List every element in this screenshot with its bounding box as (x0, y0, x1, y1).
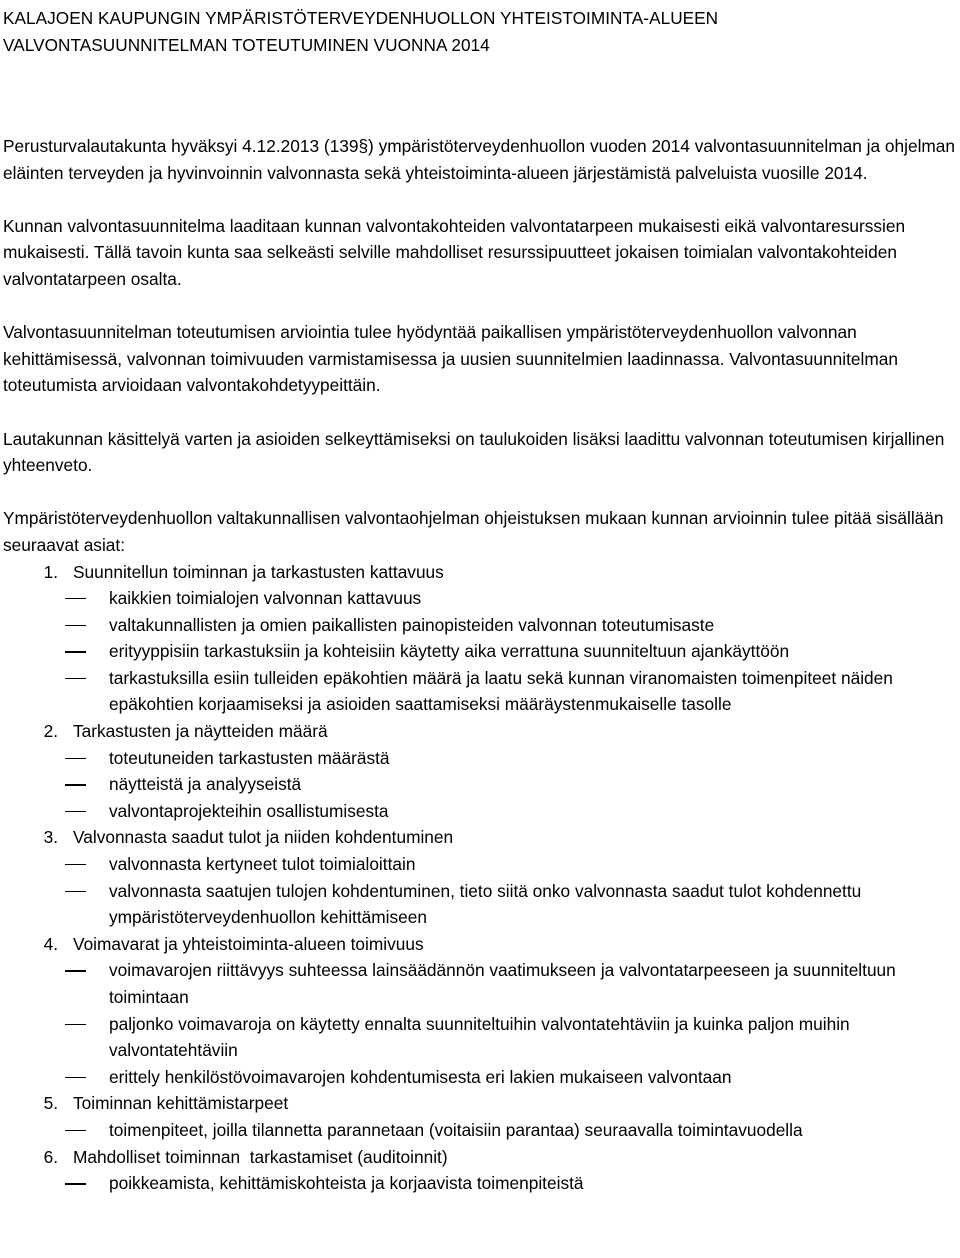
sub-list-item: erityyppisiin tarkastuksiin ja kohteisiin käytetty aika verrattuna suunniteltuun ajankäyttöön (73, 638, 957, 665)
dash-bullet-icon (65, 970, 86, 971)
list-item-title: Mahdolliset toiminnan tarkastamiset (auditoinnit) (73, 1146, 448, 1167)
list-number: 2. (43, 721, 58, 742)
dash-bullet-icon (65, 864, 86, 865)
evaluation-list (3, 559, 957, 1197)
dash-bullet-icon (65, 891, 86, 892)
dash-bullet-icon (65, 651, 86, 652)
dash-bullet-icon (65, 1077, 86, 1078)
paragraph-approval: Perusturvalautakunta hyväksyi 4.12.2013 (139§) ympäristöterveydenhuollon vuoden 2014 valvontasuunnitelman ja ohjelman eläinten terveyden ja hyvinvoinnin valvonnasta sekä yhteistoiminta-alueen järjestämistä palveluista vuosille 2014. (3, 136, 956, 183)
list-number: 4. (43, 933, 58, 954)
sub-list-item: valtakunnallisten ja omien paikallisten painopisteiden valvonnan toteutumisaste (73, 612, 957, 639)
dash-bullet-icon (65, 678, 86, 679)
paragraph-plan-basis: Kunnan valvontasuunnitelma laaditaan kunnan valvontakohteiden valvontatarpeen mukaisesti eikä valvontaresurssien mukaisesti. Tällä tavoin kunta saa selkeästi selville mahdolliset resurssipuutteet jokaisen toimialan valvontakohteiden valvontatarpeen osalta. (3, 215, 906, 289)
sub-list-item: kaikkien toimialojen valvonnan kattavuus (73, 585, 957, 612)
list-item (3, 1090, 957, 1143)
list-item-title: Voimavarat ja yhteistoiminta-alueen toimivuus (73, 933, 424, 954)
list-number: 3. (43, 827, 58, 848)
header-title-line-2: VALVONTASUUNNITELMAN TOTEUTUMINEN VUONNA 2014 (3, 35, 490, 55)
list-item (3, 718, 957, 824)
document-page (3, 0, 957, 1197)
sub-list (73, 1117, 957, 1144)
paragraph-summary: Lautakunnan käsittelyä varten ja asioiden selkeyttämiseksi on taulukoiden lisäksi laadittu valvonnan toteutumisen kirjallinen yhteenveto. (3, 428, 945, 476)
list-number: 6. (43, 1146, 58, 1167)
sub-list-item: erittely henkilöstövoimavarojen kohdentumisesta eri lakien mukaiseen valvontaan (73, 1064, 957, 1091)
dash-bullet-icon (65, 1130, 86, 1131)
sub-list-item: tarkastuksilla esiin tulleiden epäkohtien määrä ja laatu sekä kunnan viranomaisten toimenpiteet näiden epäkohtien korjaamiseksi ja asioiden saattamiseksi määräystenmukaiselle tasolle (73, 665, 957, 718)
sub-list (73, 745, 957, 825)
list-number: 1. (43, 561, 58, 582)
sub-list-item: valvonnasta kertyneet tulot toimialoittain (73, 851, 957, 878)
header-title-line-1: KALAJOEN KAUPUNGIN YMPÄRISTÖTERVEYDENHUOLLON YHTEISTOIMINTA-ALUEEN (3, 8, 719, 28)
sub-list-item: paljonko voimavaroja on käytetty ennalta suunniteltuihin valvontatehtäviin ja kuinka paljon muihin valvontatehtäviin (73, 1011, 957, 1064)
list-item (3, 824, 957, 930)
paragraph-evaluation: Valvontasuunnitelman toteutumisen arviointia tulee hyödyntää paikallisen ympäristöterveydenhuollon valvonnan kehittämisessä, valvonnan toimivuuden varmistamisessa ja uusien suunnitelmien laadinnassa. Valvontasuunnitelman toteutumista arvioidaan valvontakohdetyypeittäin. (3, 322, 898, 396)
dash-bullet-icon (65, 625, 86, 626)
dash-bullet-icon (65, 598, 86, 599)
sub-list (73, 1170, 957, 1197)
dash-bullet-icon (65, 811, 86, 812)
sub-list-item: valvontaprojekteihin osallistumisesta (73, 798, 957, 825)
sub-list-item: voimavarojen riittävyys suhteessa lainsäädännön vaatimukseen ja valvontatarpeeseen ja suunniteltuun toimintaan (73, 957, 957, 1010)
dash-bullet-icon (65, 1024, 86, 1025)
list-item (3, 1144, 957, 1197)
list-item (3, 931, 957, 1091)
list-item-title: Suunnitellun toiminnan ja tarkastusten kattavuus (73, 561, 444, 582)
sub-list-item: poikkeamista, kehittämiskohteista ja korjaavista toimenpiteistä (73, 1170, 957, 1197)
dash-bullet-icon (65, 758, 86, 759)
sub-list (73, 957, 957, 1090)
list-number: 5. (43, 1093, 58, 1114)
paragraph-requirements: Ympäristöterveydenhuollon valtakunnallisen valvontaohjelman ohjeistuksen mukaan kunnan arvioinnin tulee pitää sisällään seuraavat asiat: (3, 508, 944, 555)
sub-list (73, 851, 957, 931)
list-item-title: Toiminnan kehittämistarpeet (73, 1093, 289, 1114)
list-item-title: Valvonnasta saadut tulot ja niiden kohdentuminen (73, 827, 454, 848)
sub-list-item: toimenpiteet, joilla tilannetta parannetaan (voitaisiin parantaa) seuraavalla toimintavuodella (73, 1117, 957, 1144)
list-item (3, 559, 957, 719)
sub-list-item: näytteistä ja analyyseistä (73, 771, 957, 798)
sub-list (73, 585, 957, 718)
sub-list-item: valvonnasta saatujen tulojen kohdentuminen, tieto siitä onko valvonnasta saadut tulot kohdennettu ympäristöterveydenhuollon kehittämiseen (73, 878, 957, 931)
sub-list-item: toteutuneiden tarkastusten määrästä (73, 745, 957, 772)
dash-bullet-icon (65, 1183, 86, 1184)
list-item-title: Tarkastusten ja näytteiden määrä (73, 721, 328, 742)
dash-bullet-icon (65, 784, 86, 785)
document-header (3, 0, 957, 59)
